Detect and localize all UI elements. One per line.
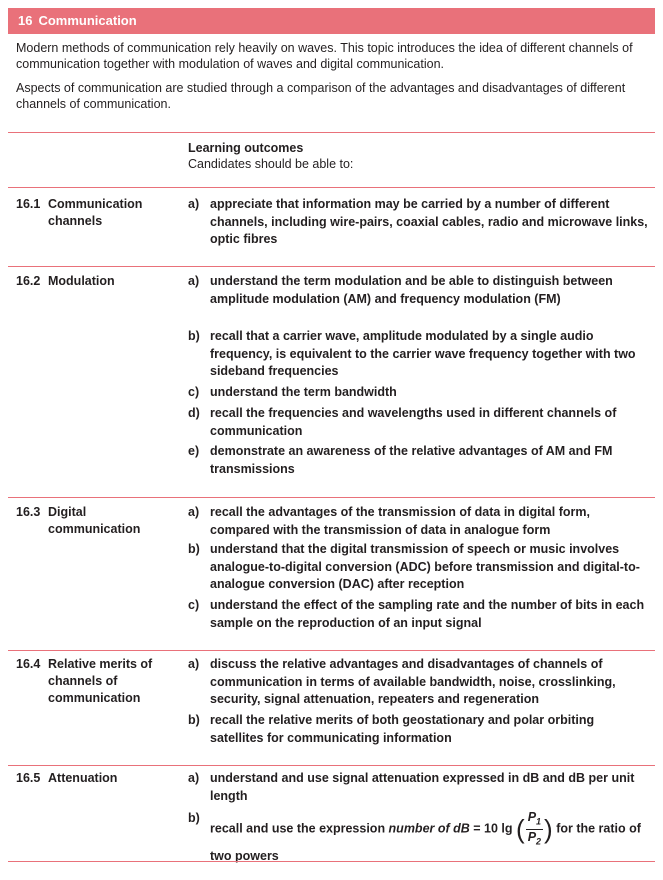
power-ratio-fraction [526,810,543,848]
right-paren-icon: ) [544,814,553,844]
outcome-text: understand that the digital transmission of speech or music involves analogue-to-digital conversion (ADC) before transmission and digital-to-analogue conversion (DAC) after reception [210,542,640,591]
outcome-text: appreciate that information may be carried by a number of different channels, including wire-pairs, coaxial cables, radio and microwave links, optic fibres [210,197,648,246]
intro-paragraph-1: Modern methods of communication rely heavily on waves. This topic introduces the idea of different channels of communication together with modulation of waves and digital communication. [16,41,633,71]
intro-paragraph-2: Aspects of communication are studied through a comparison of the advantages and disadvantages of different channels of communication. [16,81,626,111]
learning-outcomes-heading: Learning outcomes [188,141,304,155]
section-number: 16.4 [16,657,41,671]
outcome-letter: a) [188,657,200,671]
divider [8,266,655,267]
section-title: Communication channels [48,197,143,228]
divider [8,765,655,766]
outcome-text [210,810,650,866]
outcome-letter: b) [188,542,200,556]
divider [8,497,655,498]
divider [8,861,655,862]
outcome-letter: d) [188,406,200,420]
divider [8,650,655,651]
outcome-text: understand the term bandwidth [210,385,397,399]
section-title: Modulation [48,274,115,288]
outcome-letter: b) [188,713,200,727]
topic-title: Communication [38,13,137,28]
section-title: Digital communication [48,505,141,536]
formula-outro: for the ratio of two powers [210,821,641,863]
topic-header [8,8,655,34]
section-number: 16.2 [16,274,41,288]
formula-intro: recall and use the expression [210,821,389,836]
outcome-text: understand the term modulation and be able to distinguish between amplitude modulation (AM) and frequency modulation (FM) [210,274,613,306]
outcome-text: demonstrate an awareness of the relative advantages of AM and FM transmissions [210,444,613,476]
section-number: 16.3 [16,505,41,519]
outcome-text: recall that a carrier wave, amplitude modulated by a single audio frequency, is equivalent to the carrier wave frequency together with two sideband frequencies [210,329,636,378]
section-title: Relative merits of channels of communication [48,657,153,705]
outcome-text: discuss the relative advantages and disadvantages of channels of communication in terms of available bandwidth, noise, crosslinking, security, signal attenuation, repeaters and regeneration [210,657,616,706]
outcome-text: understand and use signal attenuation expressed in dB and dB per unit length [210,771,635,803]
outcome-text: understand the effect of the sampling rate and the number of bits in each sample on the reproduction of an input signal [210,598,645,630]
outcome-letter: c) [188,385,200,399]
learning-outcomes-subheading: Candidates should be able to: [188,157,354,171]
topic-number: 16 [18,13,33,28]
outcome-letter: b) [188,811,200,825]
divider [8,187,655,188]
outcome-text: recall the advantages of the transmission of data in digital form, compared with the transmission of data in analogue form [210,505,590,537]
outcome-letter: a) [188,771,200,785]
outcome-text: recall the relative merits of both geostationary and polar orbiting satellites for communicating information [210,713,595,745]
outcome-letter: c) [188,598,200,612]
outcome-letter: e) [188,444,200,458]
fraction-denominator: $P_2$ [527,829,542,846]
outcome-text: recall the frequencies and wavelengths used in different channels of communication [210,406,617,438]
formula-lhs: number of dB [388,821,470,836]
outcome-letter: a) [188,197,200,211]
left-paren-icon: ( [516,814,525,844]
outcome-letter: a) [188,274,200,288]
outcome-letter: b) [188,329,200,343]
section-number: 16.1 [16,197,41,211]
section-number: 16.5 [16,771,41,785]
divider [8,132,655,133]
formula-equals: = 10 lg [469,821,517,836]
section-title: Attenuation [48,771,118,785]
fraction-numerator: $P_1$ [526,810,543,830]
outcome-letter: a) [188,505,200,519]
